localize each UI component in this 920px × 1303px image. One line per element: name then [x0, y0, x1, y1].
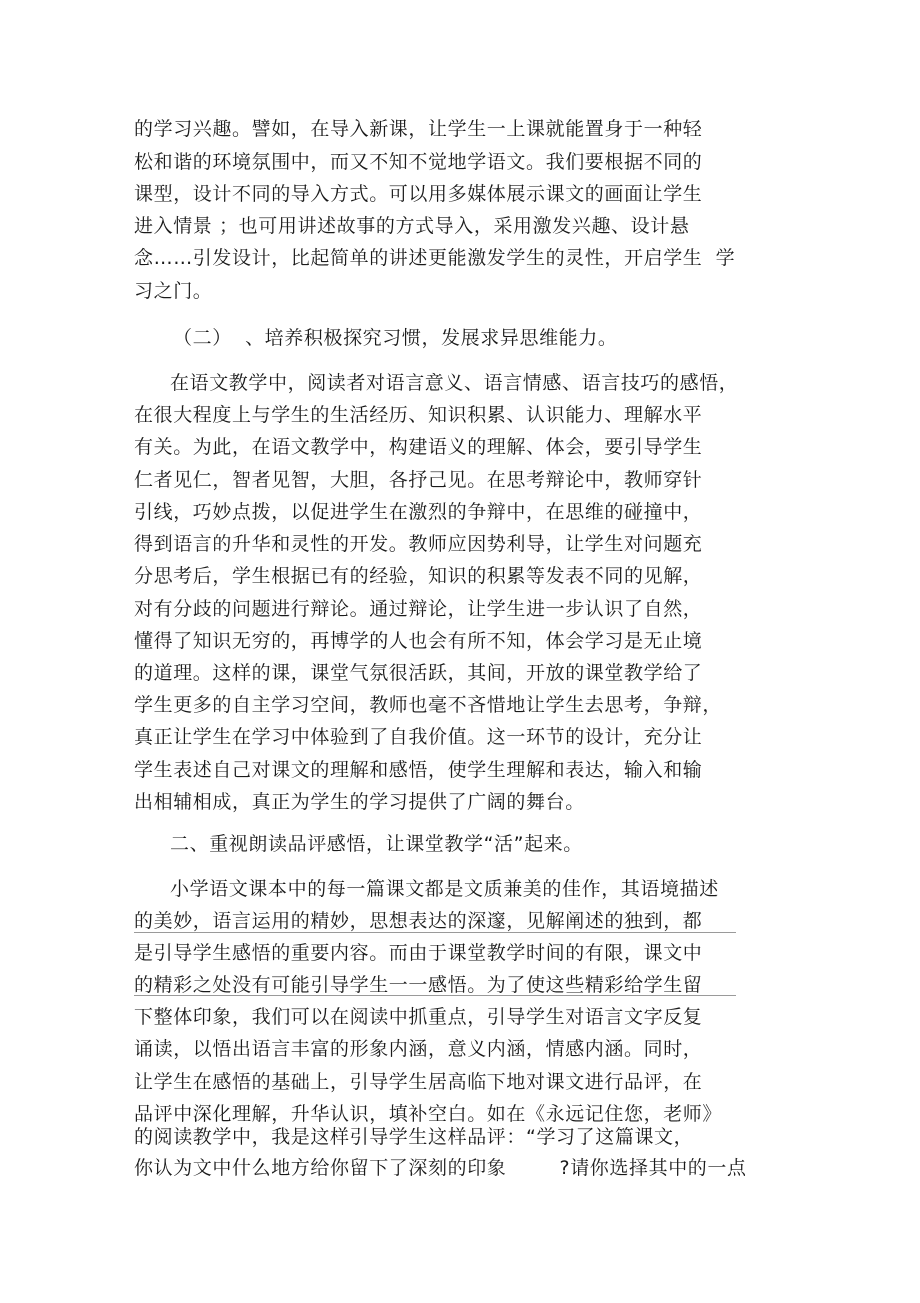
text-line: 在很大程度上与学生的生活经历、知识积累、认识能力、理解水平 — [134, 404, 703, 426]
text-line: 的学习兴趣。譬如，在导入新课，让学生一上课就能置身于一种轻 — [134, 118, 703, 140]
text-line: 品评中深化理解，升华认识，填补空白。如在《永远记住您，老师》 — [134, 1103, 723, 1125]
text-line: 的道理。这样的课，课堂气氛很活跃，其间，开放的课堂教学给了 — [134, 662, 703, 684]
text-line: 让学生在感悟的基础上，引导学生居高临下地对课文进行品评，在 — [134, 1071, 703, 1093]
text-line: 学生更多的自主学习空间，教师也毫不吝惜地让学生去思考，争辩， — [134, 694, 723, 716]
text-line: 习之门。 — [134, 280, 213, 302]
text-line: 引线，巧妙点拨，以促进学生在激烈的争辩中，在思维的碰撞中， — [134, 501, 703, 523]
text-line: 仁者见仁，智者见智，大胆，各抒己见。在思考辩论中，教师穿针 — [134, 469, 703, 491]
text-line: 有关。为此，在语文教学中，构建语义的理解、体会，要引导学生 — [134, 436, 703, 458]
text-line: 的阅读教学中，我是这样引导学生这样品评：“学习了这篇课文， — [134, 1126, 694, 1148]
text-line: 小学语文课本中的每一篇课文都是文质兼美的佳作，其语境描述 — [170, 878, 719, 900]
text-line: 的精彩之处没有可能引导学生一一感悟。为了使这些精彩给学生留 — [134, 974, 703, 996]
text-line: 是引导学生感悟的重要内容。而由于课堂教学时间的有限，课文中 — [134, 942, 703, 964]
horizontal-rule — [134, 995, 736, 996]
text-line: 的美妙，语言运用的精妙，思想表达的深邃，见解阐述的独到，都 — [134, 910, 703, 932]
section-heading: （二） 、培养积极探究习惯，发展求异思维能力。 — [173, 327, 618, 349]
text-line: 进入情景 ；也可用讲述故事的方式导入，采用激发兴趣、设计悬 — [134, 215, 690, 237]
text-line: 诵读，以悟出语言丰富的形象内涵，意义内涵，情感内涵。同时， — [134, 1038, 703, 1060]
horizontal-rule — [134, 932, 736, 933]
text-line: 念……引发设计，比起简单的讲述更能激发学生的灵性，开启学生 学 — [134, 247, 736, 269]
text-line: 分思考后，学生根据已有的经验，知识的积累等发表不同的见解， — [134, 565, 703, 587]
text-line: 对有分歧的问题进行辩论。通过辩论，让学生进一步认识了自然， — [134, 598, 703, 620]
text-line: 松和谐的环境氛围中，而又不知不觉地学语文。我们要根据不同的 — [134, 151, 703, 173]
text-line: 课型，设计不同的导入方式。可以用多媒体展示课文的画面让学生 — [134, 183, 703, 205]
text-line: 出相辅相成，真正为学生的学习提供了广阔的舞台。 — [134, 791, 585, 813]
text-line: 懂得了知识无穷的，再博学的人也会有所不知，体会学习是无止境 — [134, 630, 703, 652]
section-heading: 二、重视朗读品评感悟，让课堂教学“活”起来。 — [170, 833, 583, 855]
text-line: 在语文教学中，阅读者对语言意义、语言情感、语言技巧的感悟， — [170, 372, 739, 394]
text-line: 学生表述自己对课文的理解和感悟，使学生理解和表达，输入和输 — [134, 759, 703, 781]
text-line: 得到语言的升华和灵性的开发。教师应因势利导，让学生对问题充 — [134, 533, 703, 555]
text-line: 真正让学生在学习中体验到了自我价值。这一环节的设计，充分让 — [134, 726, 703, 748]
text-line: 下整体印象，我们可以在阅读中抓重点，引导学生对语言文字反复 — [134, 1006, 703, 1028]
text-line: 你认为文中什么地方给你留下了深刻的印象 ?请你选择其中的一点 — [134, 1157, 747, 1179]
